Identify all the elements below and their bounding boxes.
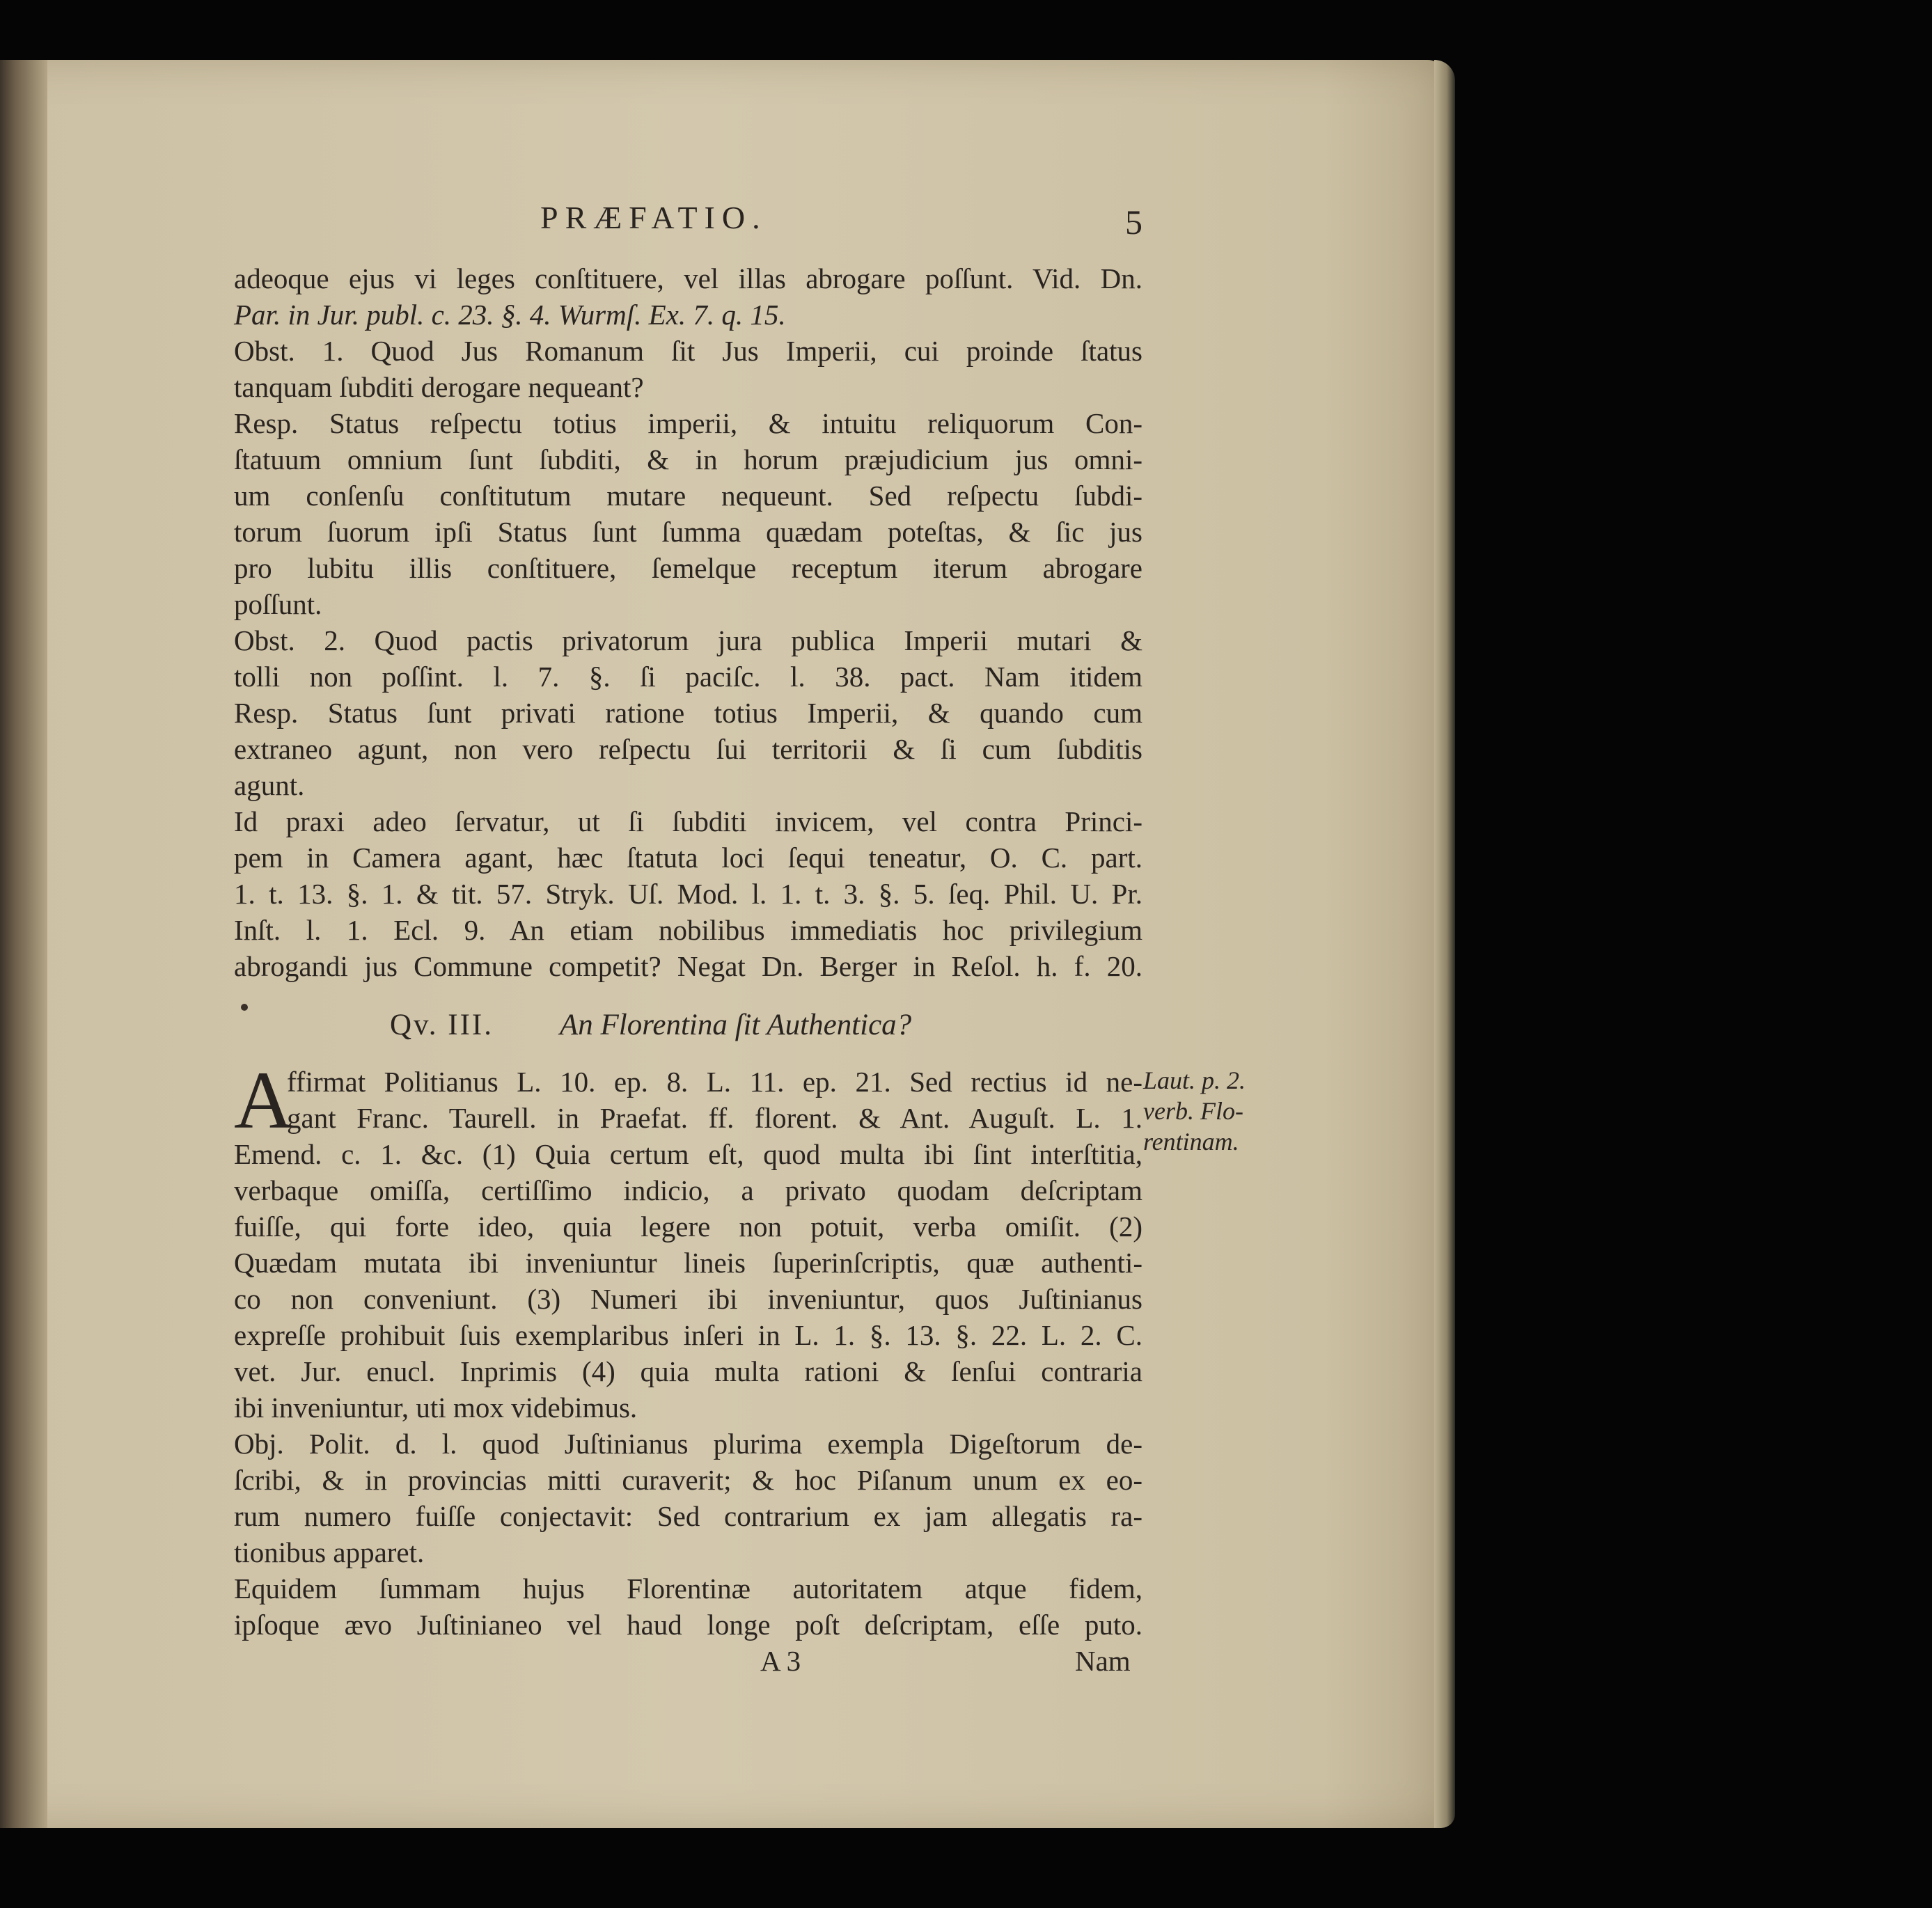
text-line: fuiſſe, qui forte ideo, quia legere non potuit, verba omiſit. (2) (234, 1211, 1142, 1243)
text-line: Equidem ſummam hujus Florentinæ autoritatem atque fidem, (234, 1572, 1142, 1605)
text-line: Emend. c. 1. &c. (1) Quia certum eſt, quod multa ibi ſint interſtitia, (234, 1138, 1142, 1170)
text-line: tanquam ſubditi derogare nequeant? (234, 371, 644, 403)
text-line: ſcribi, & in provincias mitti curaverit; & hoc Piſanum unum ex eo- (234, 1464, 1142, 1496)
text-line: gant Franc. Taurell. in Praefat. ff. florent. & Ant. Auguſt. L. 1. (287, 1102, 1142, 1134)
text-line: Inſt. l. 1. Ecl. 9. An etiam nobilibus immediatis hoc privilegium (234, 914, 1142, 946)
question-label: Qv. III. (390, 1009, 494, 1041)
margin-note: Laut. p. 2. (1143, 1066, 1246, 1094)
text-line: pro lubitu illis conſtituere, ſemelque receptum iterum abrogare (234, 552, 1142, 584)
text-line: Id praxi adeo ſervatur, ut ſi ſubditi invicem, vel contra Princi- (234, 805, 1142, 837)
text-line: vet. Jur. enucl. Inprimis (4) quia multa rationi & ſenſui contraria (234, 1355, 1142, 1387)
running-title: PRÆFATIO. (540, 200, 767, 235)
catchword: Nam (1075, 1645, 1131, 1677)
drop-cap: A (234, 1055, 294, 1146)
text-line: ibi inveniuntur, uti mox videbimus. (234, 1391, 638, 1424)
text-line: Par. in Jur. publ. c. 23. §. 4. Wurmſ. Ex. 7. q. 15. (234, 299, 786, 331)
book-spine (0, 60, 47, 1828)
text-line: Quædam mutata ibi inveniuntur lineis ſuperinſcriptis, quæ authenti- (234, 1247, 1142, 1279)
text-line: Resp. Status reſpectu totius imperii, & intuitu reliquorum Con- (234, 407, 1142, 439)
text-line: ſtatuum omnium ſunt ſubditi, & in horum præjudicium jus omni- (234, 443, 1142, 475)
text-line: verbaque omiſſa, certiſſimo indicio, a privato quodam deſcriptam (234, 1174, 1142, 1206)
text-line: adeoque ejus vi leges conſtituere, vel illas abrogare poſſunt. Vid. Dn. (234, 262, 1142, 294)
text-line: Obst. 2. Quod pactis privatorum jura publica Imperii mutari & (234, 624, 1142, 656)
ink-spot (241, 1004, 248, 1011)
text-line: Obj. Polit. d. l. quod Juſtinianus plurima exempla Digeſtorum de- (234, 1428, 1142, 1460)
text-line: abrogandi jus Commune competit? Negat Dn. Berger in Reſol. h. f. 20. (234, 950, 1142, 982)
text-line: ipſoque ævo Juſtinianeo vel haud longe poſt deſcriptam, eſſe puto. (234, 1609, 1142, 1641)
text-line: pem in Camera agant, hæc ſtatuta loci ſequi teneatur, O. C. part. (234, 842, 1142, 874)
question-title: An Florentina ſit Authentica? (560, 1009, 912, 1041)
page-number: 5 (1125, 203, 1142, 242)
text-line: extraneo agunt, non vero reſpectu ſui territorii & ſi cum ſubditis (234, 733, 1142, 765)
page-edge (1434, 60, 1455, 1828)
text-line: tionibus apparet. (234, 1536, 425, 1568)
text-line: torum ſuorum ipſi Status ſunt ſumma quædam poteſtas, & ſic jus (234, 516, 1142, 548)
text-line: Resp. Status ſunt privati ratione totius Imperii, & quando cum (234, 697, 1142, 729)
text-line: ffirmat Politianus L. 10. ep. 8. L. 11. ep. 21. Sed rectius id ne- (287, 1066, 1142, 1098)
text-line: expreſſe prohibuit ſuis exemplaribus inſeri in L. 1. §. 13. §. 22. L. 2. C. (234, 1319, 1142, 1351)
text-line: co non conveniunt. (3) Numeri ibi inveniuntur, quos Juſtinianus (234, 1283, 1142, 1315)
text-line: tolli non poſſint. l. 7. §. ſi paciſc. l. 38. pact. Nam itidem (234, 661, 1142, 693)
margin-note: rentinam. (1143, 1128, 1239, 1156)
margin-note: verb. Flo- (1143, 1097, 1243, 1125)
text-line: 1. t. 13. §. 1. & tit. 57. Stryk. Uſ. Mod. l. 1. t. 3. §. 5. ſeq. Phil. U. Pr. (234, 878, 1142, 910)
text-line: rum numero fuiſſe conjectavit: Sed contrarium ex jam allegatis ra- (234, 1500, 1142, 1532)
text-line: Obst. 1. Quod Jus Romanum ſit Jus Imperii, cui proinde ſtatus (234, 335, 1142, 367)
text-line: agunt. (234, 769, 305, 801)
running-header (234, 199, 1142, 241)
text-line: um conſenſu conſtitutum mutare nequeunt. Sed reſpectu ſubdi- (234, 480, 1142, 512)
text-line: poſſunt. (234, 588, 322, 620)
signature-mark: A 3 (760, 1645, 801, 1677)
